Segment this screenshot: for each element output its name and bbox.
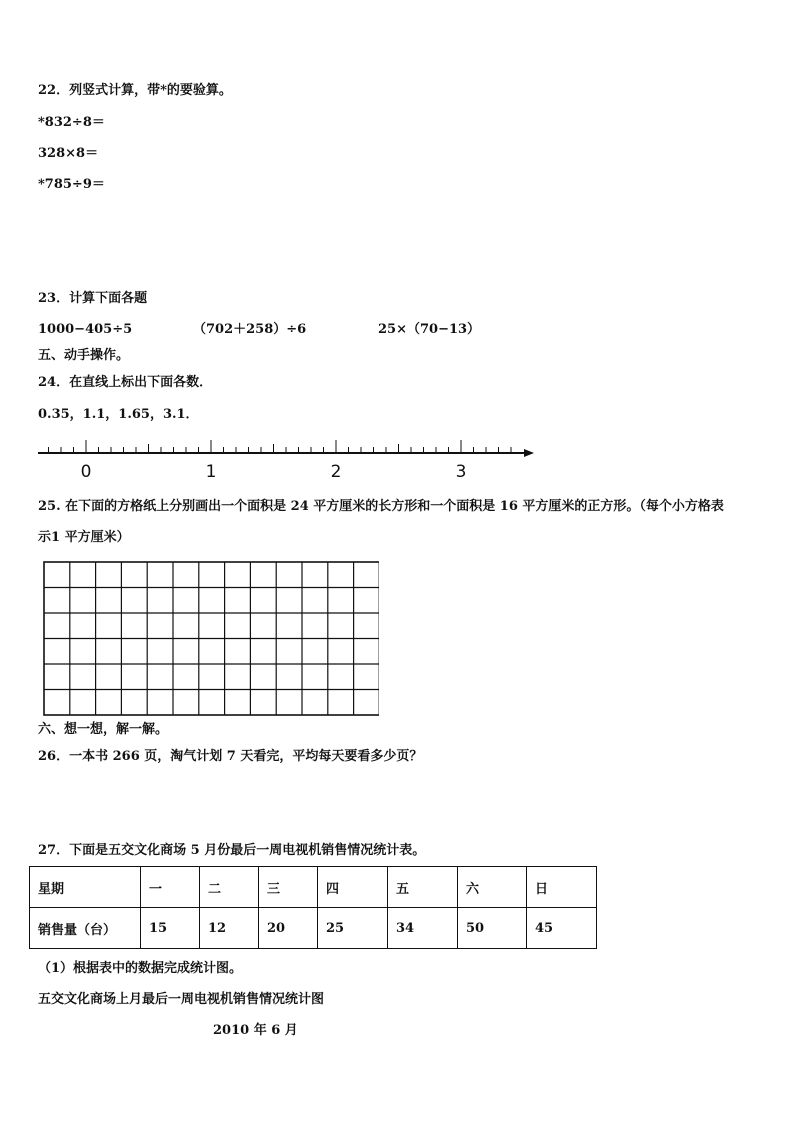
- table-row-sales: [30, 908, 597, 949]
- number-line-label: 1: [205, 462, 217, 482]
- q23-item-1: 1000−405÷5: [38, 322, 133, 337]
- table-day-5: 五: [388, 867, 458, 908]
- table-sales-2: 12: [200, 908, 259, 949]
- table-sales-7: 45: [527, 908, 597, 949]
- number-line-label: 3: [455, 462, 467, 482]
- table-sales-5: 34: [388, 908, 458, 949]
- q22-item-3: *785÷9＝: [38, 177, 105, 192]
- number-line-arrow-icon: [524, 449, 534, 457]
- table-day-6: 六: [458, 867, 527, 908]
- number-line-label: 2: [330, 462, 342, 482]
- number-line: [30, 432, 550, 482]
- chart-title: 五交文化商场上月最后一周电视机销售情况统计图: [38, 992, 325, 1007]
- table-day-1: 一: [141, 867, 200, 908]
- q24-values: 0.35，1.1，1.65，3.1．: [38, 407, 199, 422]
- q25-line-2: 示1 平方厘米）: [38, 530, 130, 545]
- q23-item-2: （702＋258）÷6: [193, 322, 307, 337]
- q23-title: 23．计算下面各题: [38, 291, 148, 306]
- q27-sub1: （1）根据表中的数据完成统计图。: [38, 961, 243, 976]
- chart-date: 2010 年 6 月: [213, 1023, 298, 1038]
- table-sales-1: 15: [141, 908, 200, 949]
- table-sales-4: 25: [318, 908, 388, 949]
- table-sales-3: 20: [259, 908, 318, 949]
- table-row-header: [30, 867, 597, 908]
- q24-title: 24．在直线上标出下面各数．: [38, 375, 213, 390]
- q27-title: 27．下面是五交文化商场 5 月份最后一周电视机销售情况统计表。: [38, 843, 426, 858]
- q25-line-1: 25. 在下面的方格纸上分别画出一个面积是 24 平方厘米的长方形和一个面积是 16 平方厘米的正方形。（每个小方格表: [38, 499, 724, 514]
- number-line-label: 0: [80, 462, 92, 482]
- table-day-7: 日: [527, 867, 597, 908]
- q22-title: 22．列竖式计算，带*的要验算。: [38, 83, 232, 98]
- section6-heading: 六、想一想，解一解。: [38, 722, 169, 737]
- table-day-4: 四: [318, 867, 388, 908]
- table-day-3: 三: [259, 867, 318, 908]
- table-sales-6: 50: [458, 908, 527, 949]
- section5-heading: 五、动手操作。: [38, 348, 130, 363]
- table-day-2: 二: [200, 867, 259, 908]
- q22-item-1: *832÷8＝: [38, 115, 105, 130]
- q26-title: 26．一本书 266 页，淘气计划 7 天看完，平均每天要看多少页？: [38, 749, 423, 764]
- table-header-label: 星期: [30, 867, 141, 908]
- square-grid: [43, 561, 379, 716]
- q22-item-2: 328×8＝: [38, 146, 99, 161]
- sales-table: [29, 866, 597, 949]
- table-row-label: 销售量（台）: [30, 908, 141, 949]
- q23-item-3: 25×（70−13）: [378, 322, 481, 337]
